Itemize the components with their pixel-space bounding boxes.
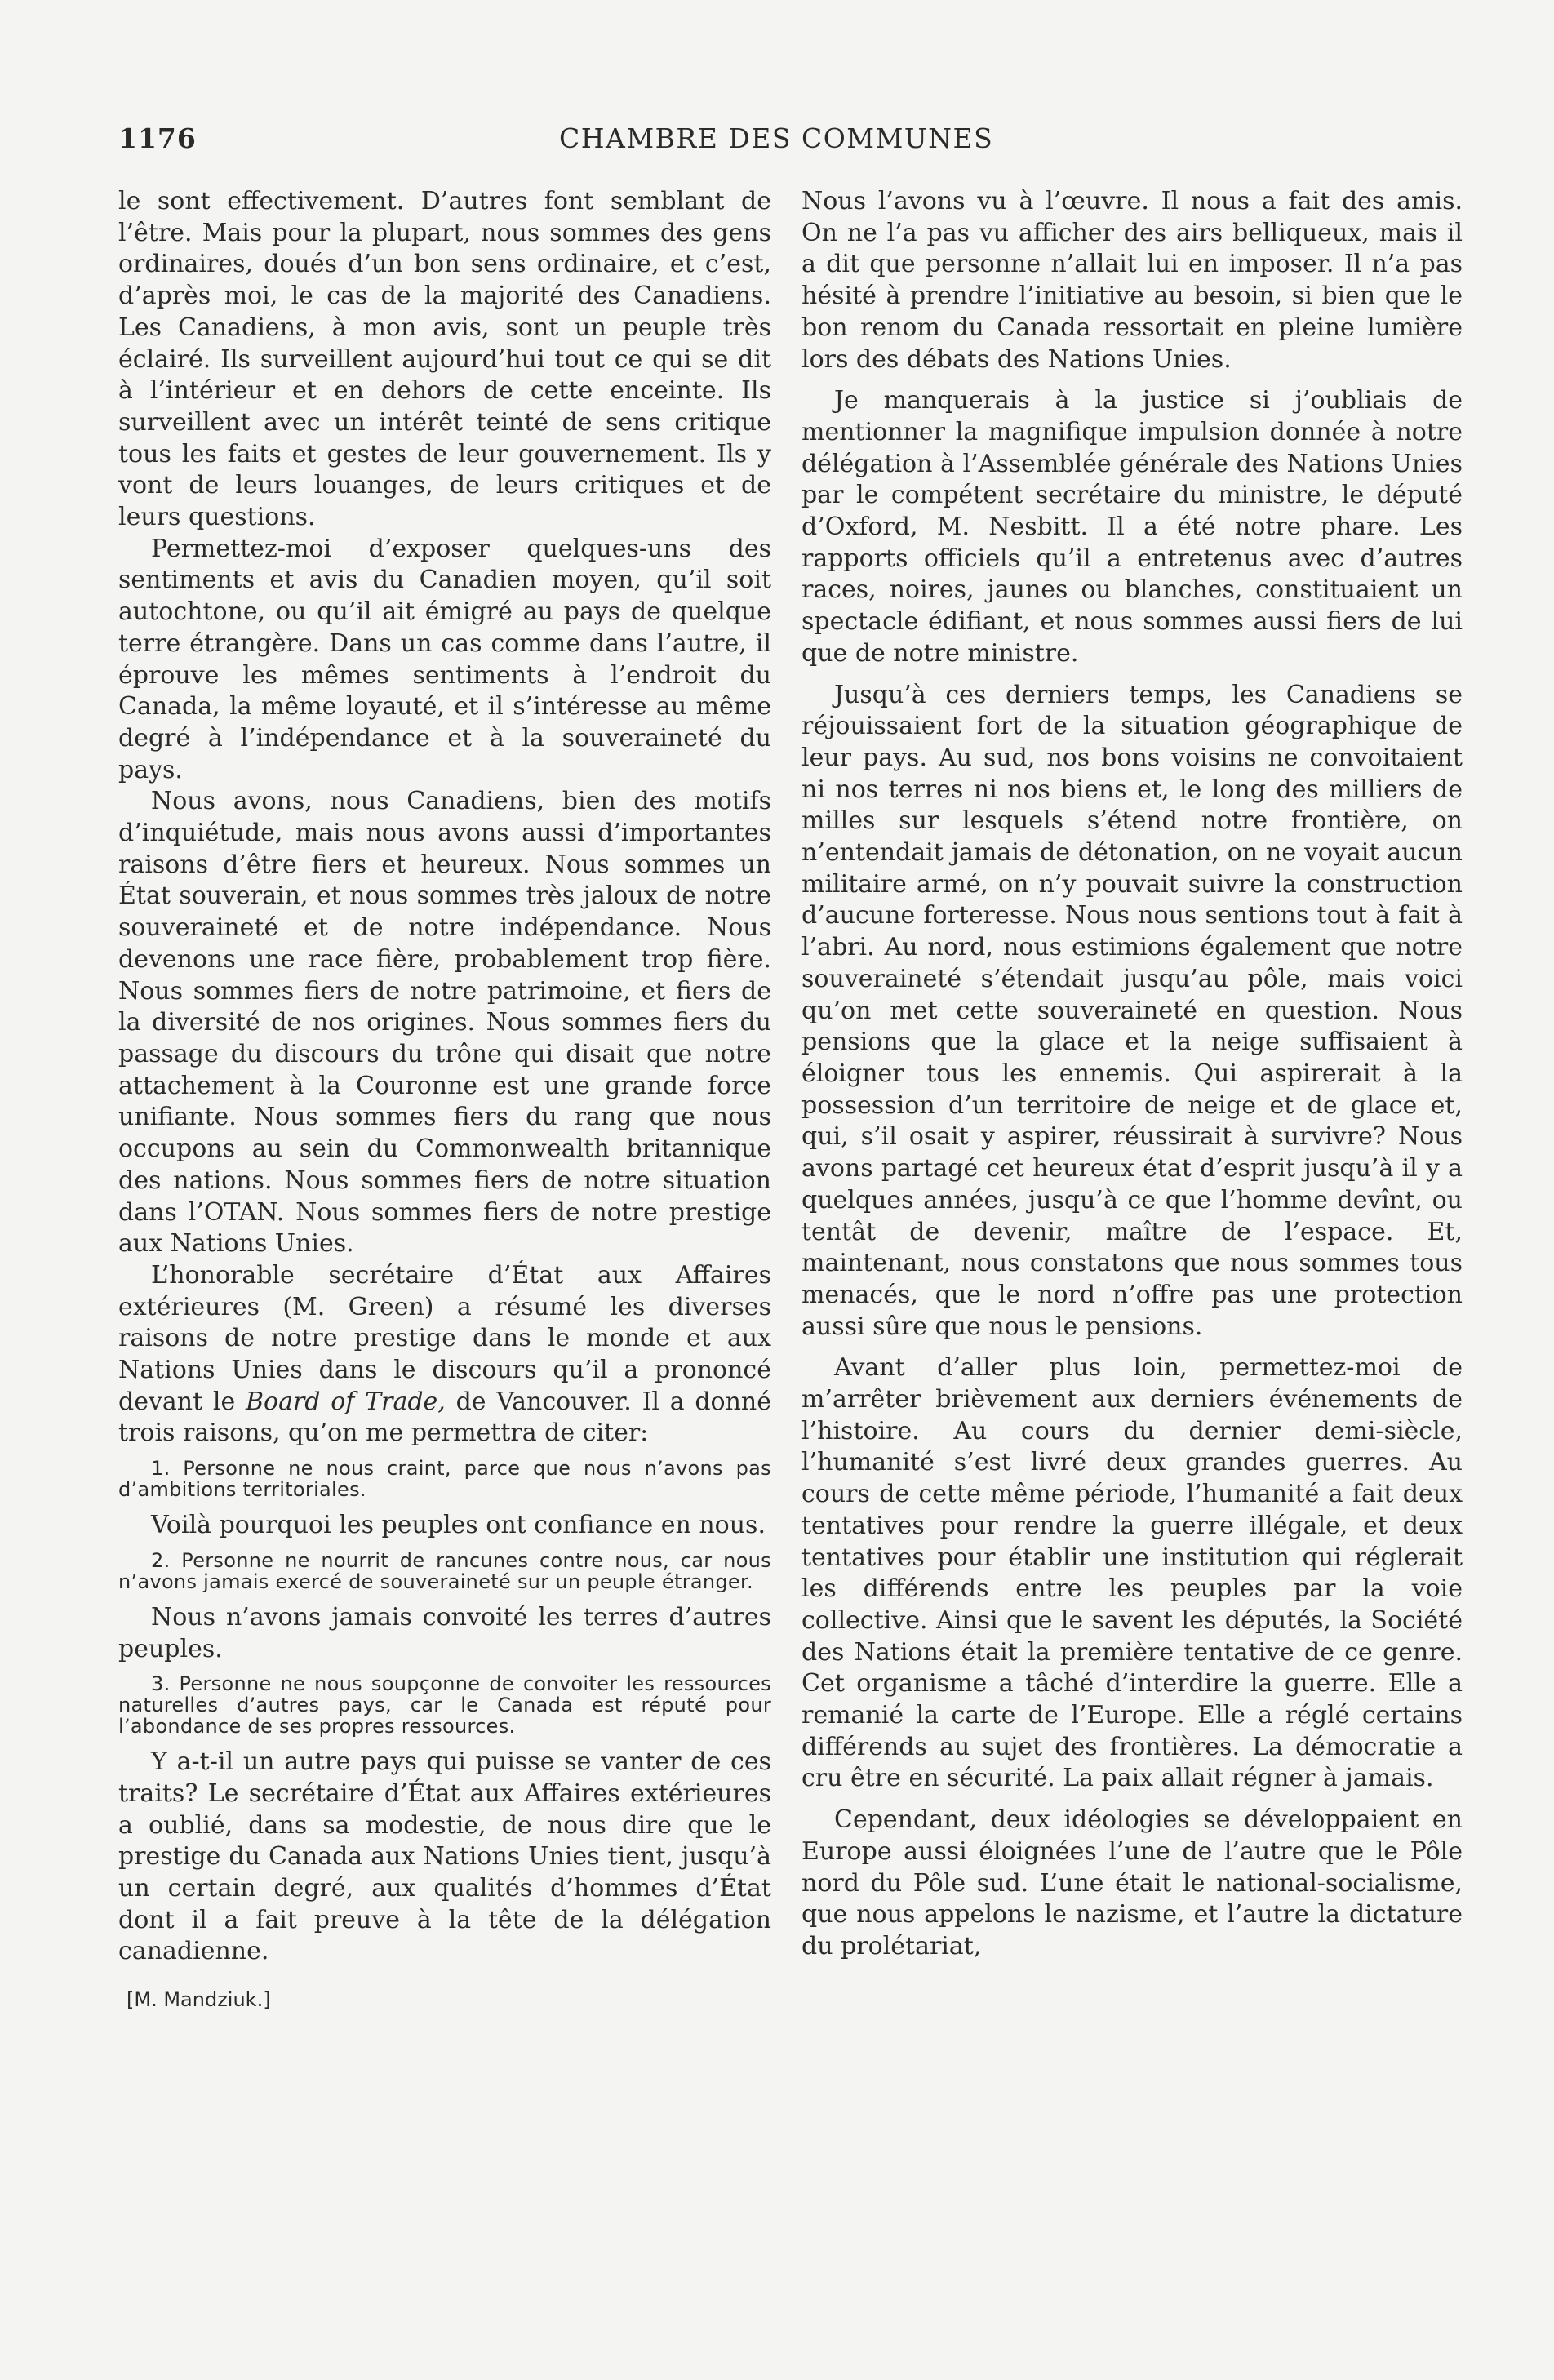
paragraph: Nous n’avons jamais convoité les terres d’autres peuples. (118, 1602, 771, 1663)
paragraph: Avant d’aller plus loin, permettez-moi de m’arrêter brièvement aux derniers événements de l’histoire. Au cours du dernier demi-siècle, l’humanité s’est livré deux grandes guerres. Au cours de cette même période, l’humanité a fait deux tentatives pour rendre la guerre illégale, et deux tentatives pour établir une institution qui réglerait les différends entre les peuples par la voie collective. Ainsi que le savent les députés, la Société des Nations était la première tentative de ce genre. Cet organisme a tâché d’interdire la guerre. Elle a remanié la carte de l’Europe. Elle a réglé certains différends au sujet des frontières. La démocratie a cru être en sécurité. La paix allait régner à jamais. (801, 1353, 1463, 1793)
paragraph: Cependant, deux idéologies se développaient en Europe aussi éloignées l’une de l’autre que le Pôle nord du Pôle sud. L’une était le national-socialisme, que nous appelons le nazisme, et l’autre la dictature du prolétariat, (801, 1805, 1463, 1960)
speaker-attribution: [M. Mandziuk.] (127, 1988, 271, 2012)
left-column (118, 186, 771, 2016)
paragraph: Jusqu’à ces derniers temps, les Canadiens se réjouissaient fort de la situation géographique de leur pays. Au sud, nos bons voisins ne convoitaient ni nos terres ni nos biens et, le long des milliers de milles sur lesquels s’étend notre frontière, on n’entendait jamais de détonation, on ne voyait aucun militaire armé, on n’y pouvait suivre la construction d’aucune forteresse. Nous nous sentions tout à fait à l’abri. Au nord, nous estimions également que notre souveraineté s’étendait jusqu’au pôle, mais voici qu’on met cette souveraineté en question. Nous pensions que la glace et la neige suffisaient à éloigner tous les ennemis. Qui aspirerait à la possession d’un territoire de neige et de glace et, qui, s’il osait y aspirer, réussirait à survivre? Nous avons partagé cet heureux état d’esprit jusqu’à il y a quelques années, jusqu’à ce que l’homme devînt, ou tentât de devenir, maître de l’espace. Et, maintenant, nous constatons que nous sommes tous menacés, que le nord n’offre pas une protection aussi sûre que nous le pensions. (801, 680, 1463, 1341)
page-number: 1176 (118, 122, 197, 154)
paragraph: Y a-t-il un autre pays qui puisse se vanter de ces traits? Le secrétaire d’État aux Affaires extérieures a oublié, dans sa modestie, de nous dire que le prestige du Canada aux Nations Unies tient, jusqu’à un certain degré, aux qualités d’hommes d’État dont il a fait preuve à la tête de la délégation canadienne. (118, 1747, 771, 1966)
paragraph: le sont effectivement. D’autres font semblant de l’être. Mais pour la plupart, nous sommes des gens ordinaires, doués d’un bon sens ordinaire, et c’est, d’après moi, le cas de la majorité des Canadiens. Les Canadiens, à mon avis, sont un peuple très éclairé. Ils surveillent aujourd’hui tout ce qui se dit à l’intérieur et en dehors de cette enceinte. Ils surveillent avec un intérêt teinté de sens critique tous les faits et gestes de leur gouvernement. Ils y vont de leurs louanges, de leurs critiques et de leurs questions. (118, 187, 771, 532)
italic-text: Board of Trade, (245, 1387, 446, 1416)
paragraph: Je manquerais à la justice si j’oubliais de mentionner la magnifique impulsion donnée à notre délégation à l’Assemblée générale des Nations Unies par le compétent secrétaire du ministre, le député d’Oxford, M. Nesbitt. Il a été notre phare. Les rapports officiels qu’il a entretenus avec d’autres races, noires, jaunes ou blanches, constituaient un spectacle édifiant, et nous sommes aussi fiers de lui que de notre ministre. (801, 386, 1463, 668)
paragraph-text: de Vancouver. Il a donné trois raisons, qu’on me permettra de citer: (118, 1387, 772, 1448)
paragraph: Nous l’avons vu à l’œuvre. Il nous a fait des amis. On ne l’a pas vu afficher des airs belliqueux, mais il a dit que personne n’allait lui en imposer. Il n’a pas hésité à prendre l’initiative au besoin, si bien que le bon renom du Canada ressortait en pleine lumière lors des débats des Nations Unies. (801, 187, 1463, 374)
right-column (801, 186, 1463, 1963)
quotation: 3. Personne ne nous soupçonne de convoiter les ressources naturelles d’autres pays, car le Canada est réputé pour l’abondance de ses propres ressources. (118, 1672, 771, 1738)
quotation: 2. Personne ne nourrit de rancunes contre nous, car nous n’avons jamais exercé de souveraineté sur un peuple étranger. (118, 1548, 771, 1593)
paragraph-text: L’honorable secrétaire d’État aux Affaires extérieures (M. Green) a résumé les diverses raisons de notre prestige dans le monde et aux Nations Unies dans le discours qu’il a prononcé devant le (118, 1260, 771, 1416)
paragraph: Voilà pourquoi les peuples ont confiance en nous. (151, 1511, 766, 1540)
quotation: 1. Personne ne nous craint, parce que nous n’avons pas d’ambitions territoriales. (118, 1457, 771, 1502)
page-header (118, 122, 1463, 155)
paragraph-with-italic (118, 1260, 771, 1450)
running-title: CHAMBRE DES COMMUNES (559, 122, 994, 154)
paragraph: Permettez-moi d’exposer quelques-uns des sentiments et avis du Canadien moyen, qu’il soit autochtone, ou qu’il ait émigré au pays de quelque terre étrangère. Dans un cas comme dans l’autre, il éprouve les mêmes sentiments à l’endroit du Canada, la même loyauté, et il s’intéresse au même degré à l’indépendance et à la souveraineté du pays. (118, 534, 771, 784)
paragraph: Nous avons, nous Canadiens, bien des motifs d’inquiétude, mais nous avons aussi d’importantes raisons d’être fiers et heureux. Nous sommes un État souverain, et nous sommes très jaloux de notre souveraineté et de notre indépendance. Nous devenons une race fière, probablement trop fière. Nous sommes fiers de notre patrimoine, et fiers de la diversité de nos origines. Nous sommes fiers du passage du discours du trône qui disait que notre attachement à la Couronne est une grande force unifiante. Nous sommes fiers du rang que nous occupons au sein du Commonwealth britannique des nations. Nous sommes fiers de notre situation dans l’OTAN. Nous sommes fiers de notre prestige aux Nations Unies. (118, 787, 771, 1259)
